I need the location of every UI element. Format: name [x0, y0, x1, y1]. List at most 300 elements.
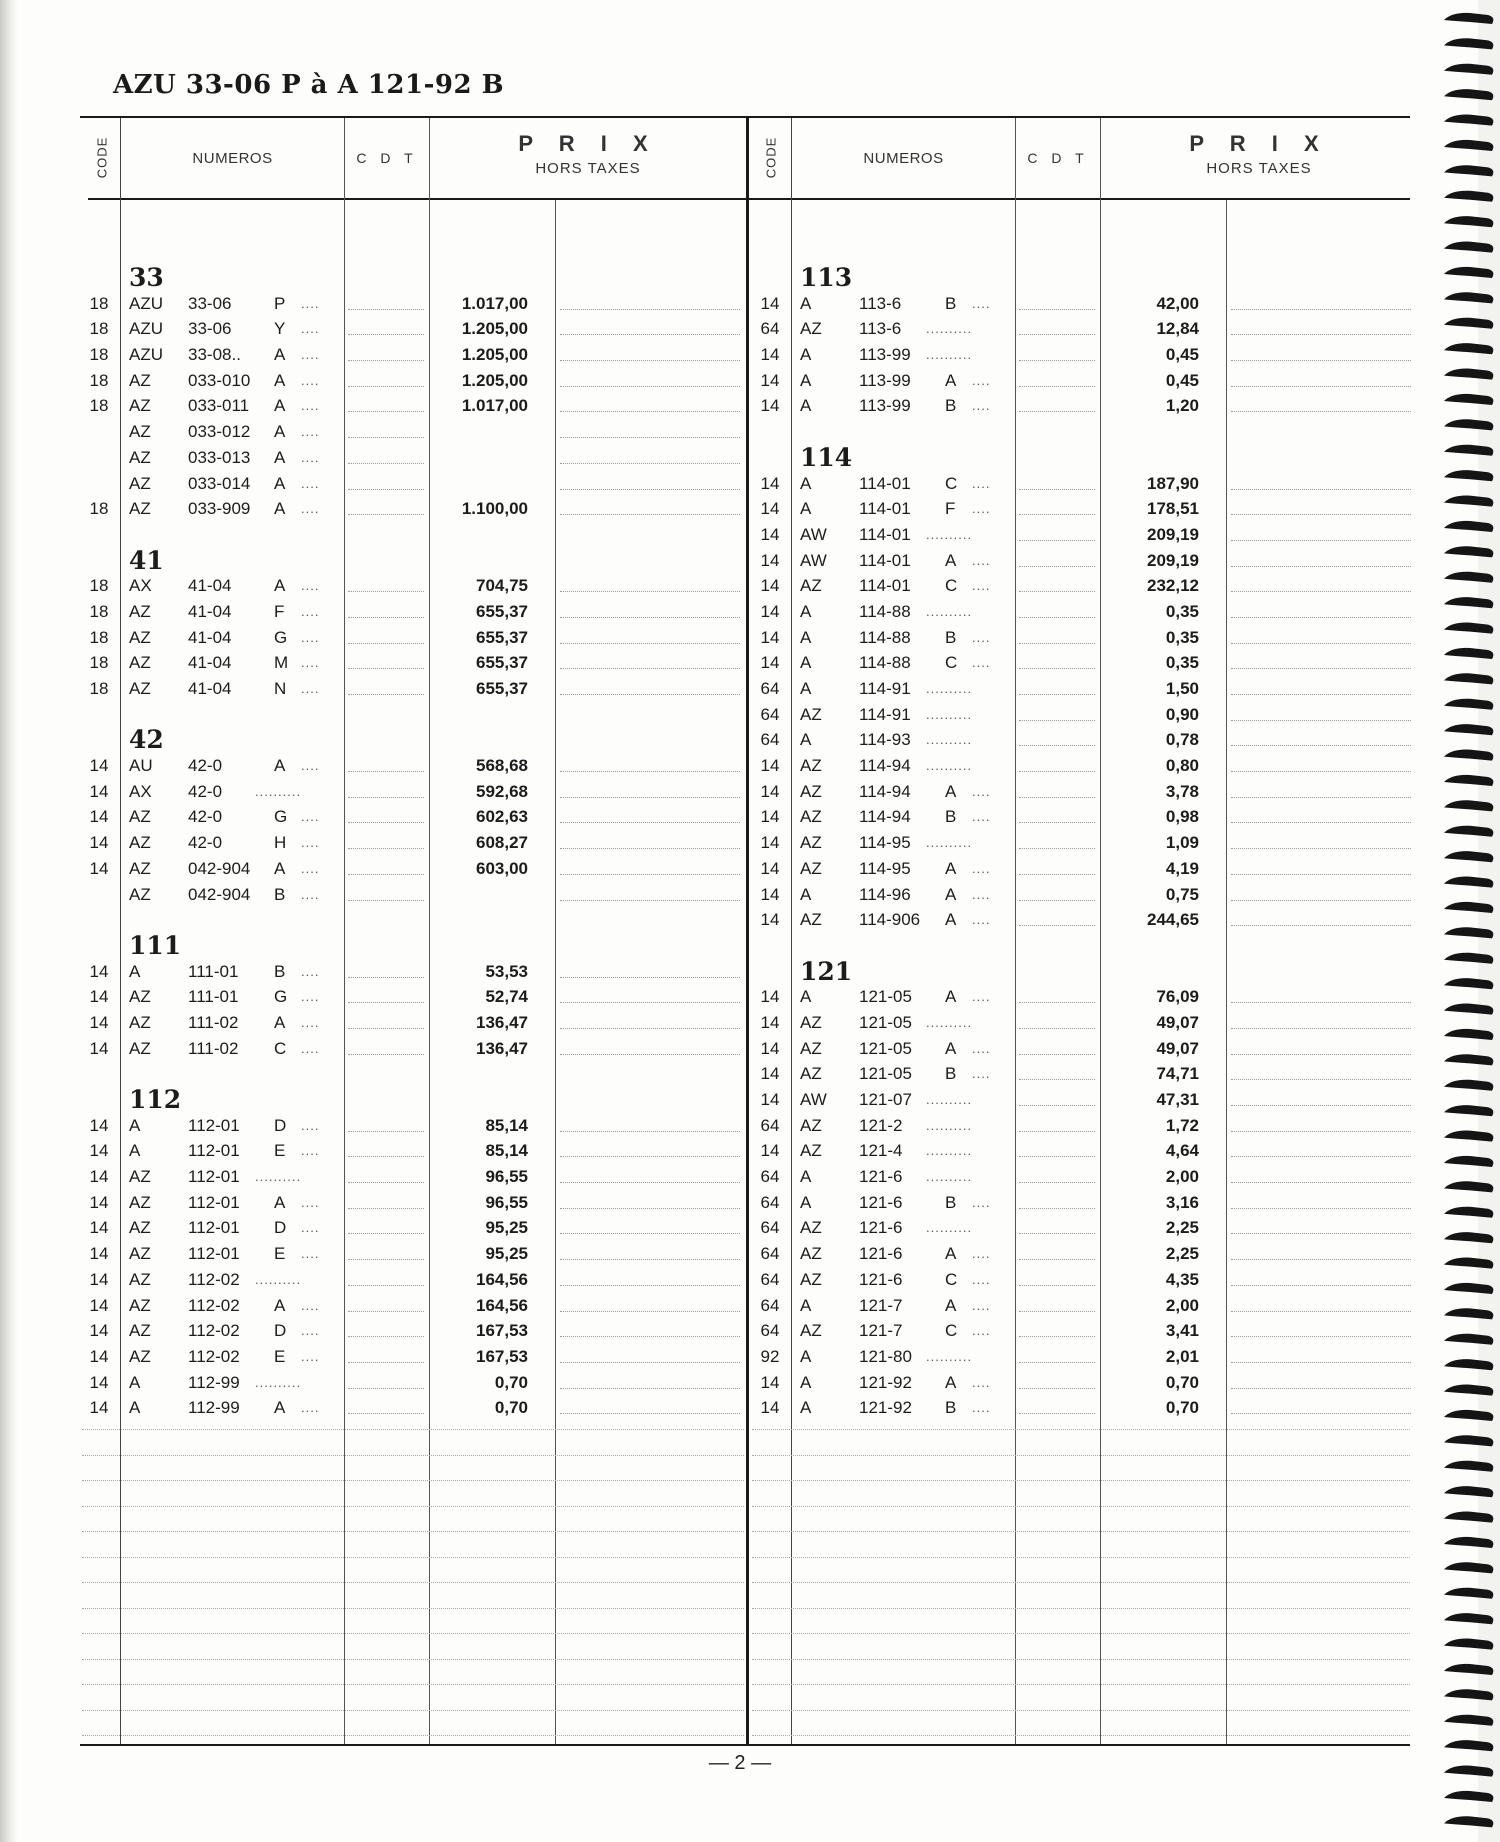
cdt-dotted-field [348, 650, 424, 669]
row-suffix: M [274, 653, 289, 673]
row-prefix: A [800, 884, 812, 904]
row-code: 14 [89, 1012, 109, 1032]
table-row [0, 316, 746, 342]
row-price: 568,68 [476, 756, 528, 776]
row-prefix: A [800, 499, 812, 519]
row-leader: .... [972, 552, 991, 568]
price-dotted-field [1231, 676, 1411, 695]
row-price: 1.205,00 [461, 319, 528, 339]
row-number: 111-02 [188, 1012, 239, 1032]
row-prefix: A [800, 1167, 812, 1187]
row-suffix: A [945, 781, 957, 801]
table-row [671, 316, 1417, 342]
row-suffix: G [274, 627, 288, 647]
row-price: 0,78 [1165, 730, 1199, 750]
cdt-dotted-field [348, 1215, 424, 1234]
row-code: 14 [760, 884, 780, 904]
table-row [0, 573, 746, 599]
price-dotted-field [1231, 1241, 1411, 1260]
price-dotted-field [1231, 1010, 1411, 1029]
row-suffix: B [945, 627, 957, 647]
row-number: 42-0 [188, 781, 223, 801]
row-leader: .... [972, 1374, 991, 1390]
row-prefix: A [800, 987, 812, 1007]
row-price: 0,75 [1165, 884, 1199, 904]
table-row [671, 393, 1417, 419]
row-suffix: P [274, 293, 286, 313]
cdt-dotted-field [1019, 368, 1095, 387]
row-number: 121-7 [859, 1321, 903, 1341]
table-row [671, 1113, 1417, 1139]
table-top-rule [80, 116, 1410, 118]
group-heading [0, 727, 746, 753]
row-suffix: A [274, 1192, 286, 1212]
table-row [671, 856, 1417, 882]
cdt-dotted-field [348, 1395, 424, 1414]
row-number: 112-02 [188, 1295, 240, 1315]
blank-line [82, 1658, 744, 1660]
row-code: 14 [760, 345, 780, 365]
table-row [671, 471, 1417, 497]
row-leader: .......... [926, 835, 973, 851]
row-leader: .......... [255, 1271, 302, 1287]
row-price: 0,35 [1165, 627, 1199, 647]
cdt-dotted-field [1019, 291, 1095, 310]
row-suffix: D [274, 1115, 287, 1135]
row-prefix: AZ [800, 1115, 822, 1135]
row-code: 18 [89, 601, 109, 621]
cdt-dotted-field [1019, 753, 1095, 772]
group-heading [671, 442, 1417, 472]
row-suffix: A [945, 1372, 957, 1392]
row-leader: .... [301, 835, 320, 851]
row-suffix: B [274, 884, 286, 904]
row-leader: .... [972, 295, 991, 311]
row-leader: .... [301, 758, 320, 774]
row-number: 121-2 [859, 1115, 903, 1135]
row-prefix: AZ [800, 319, 822, 339]
cdt-dotted-field [1019, 702, 1095, 721]
row-code: 14 [89, 1295, 109, 1315]
row-prefix: AZ [800, 1218, 822, 1238]
row-price: 704,75 [476, 576, 528, 596]
group-heading [671, 956, 1417, 986]
price-dotted-field [1231, 830, 1411, 849]
row-suffix: A [274, 756, 286, 776]
blank-line [82, 1607, 744, 1609]
row-suffix: B [945, 293, 957, 313]
blank-line [752, 1658, 1410, 1660]
group-number: 111 [129, 930, 182, 960]
row-leader: .... [301, 989, 320, 1005]
table-row [671, 1344, 1417, 1370]
price-dotted-field [1231, 522, 1411, 541]
cdt-dotted-field [1019, 316, 1095, 335]
row-price: 136,47 [476, 1038, 528, 1058]
group-number: 41 [129, 545, 164, 575]
row-code: 14 [760, 653, 780, 673]
row-leader: .... [301, 501, 320, 517]
row-prefix: AZU [129, 293, 163, 313]
blank-line [752, 1556, 1410, 1558]
row-leader: .... [972, 912, 991, 928]
row-leader: .... [972, 475, 991, 491]
row-number: 112-01 [188, 1141, 240, 1161]
row-leader: .... [301, 578, 320, 594]
row-leader: .... [301, 1323, 320, 1339]
row-prefix: AZ [129, 1295, 151, 1315]
cdt-dotted-field [1019, 1061, 1095, 1080]
cdt-dotted-field [1019, 393, 1095, 412]
row-prefix: AZ [129, 601, 151, 621]
row-prefix: A [800, 1398, 812, 1418]
cdt-dotted-field [1019, 625, 1095, 644]
row-leader: .......... [926, 1092, 973, 1107]
cdt-dotted-field [348, 625, 424, 644]
table-row [0, 1164, 746, 1190]
row-prefix: A [800, 1346, 812, 1366]
header-code-right: CODE [763, 136, 779, 179]
row-code: 14 [760, 910, 780, 930]
table-row [0, 1370, 746, 1396]
row-prefix: AZ [800, 858, 822, 878]
row-suffix: C [945, 576, 958, 596]
row-code: 64 [760, 1192, 780, 1212]
row-leader: .... [301, 963, 320, 979]
row-price: 0,70 [494, 1372, 528, 1392]
table-row [0, 1113, 746, 1139]
row-suffix: F [274, 601, 285, 621]
table-row [0, 650, 746, 676]
row-suffix: N [274, 679, 287, 698]
spacer-row [671, 419, 1417, 445]
row-prefix: AZ [129, 884, 151, 904]
row-price: 0,98 [1165, 807, 1199, 827]
row-number: 121-05 [859, 1038, 912, 1058]
price-dotted-field [1231, 1061, 1411, 1080]
table-row [671, 496, 1417, 522]
row-price: 42,00 [1156, 293, 1199, 313]
cdt-dotted-field [1019, 1241, 1095, 1260]
row-prefix: A [800, 1295, 812, 1315]
cdt-dotted-field [348, 1138, 424, 1157]
row-leader: .... [972, 1323, 991, 1339]
row-leader: .... [301, 860, 320, 876]
cdt-dotted-field [348, 368, 424, 387]
row-leader: .......... [255, 1374, 302, 1390]
cdt-dotted-field [1019, 1036, 1095, 1055]
row-leader: .... [301, 1040, 320, 1056]
row-price: 2,00 [1165, 1295, 1199, 1315]
blank-line [752, 1581, 1410, 1583]
row-price: 0,70 [1165, 1372, 1199, 1392]
table-row [0, 882, 746, 908]
row-code: 18 [89, 370, 109, 390]
row-number: 42-0 [188, 807, 223, 827]
row-suffix: C [274, 1038, 287, 1058]
row-prefix: AW [800, 550, 827, 570]
price-dotted-field [1231, 1318, 1411, 1337]
row-code: 14 [760, 1090, 780, 1109]
blank-line [752, 1428, 1410, 1430]
price-dotted-field [1231, 1036, 1411, 1055]
row-number: 114-94 [859, 781, 911, 801]
row-prefix: AZ [129, 807, 151, 827]
cdt-dotted-field [1019, 727, 1095, 746]
blank-line [752, 1607, 1410, 1609]
row-suffix: C [945, 473, 958, 493]
row-code: 64 [760, 1218, 780, 1238]
table-row [0, 1190, 746, 1216]
blank-line [82, 1581, 744, 1583]
price-dotted-field [1231, 1267, 1411, 1286]
row-price: 0,80 [1165, 756, 1199, 776]
row-price: 85,14 [485, 1141, 528, 1161]
header-cdt-right: C D T [1027, 150, 1089, 166]
price-dotted-field [1231, 1293, 1411, 1312]
row-prefix: AZ [129, 679, 151, 698]
cdt-dotted-field [348, 496, 424, 515]
group-number: 114 [800, 442, 853, 472]
row-leader: .... [301, 295, 320, 311]
price-dotted-field [1231, 342, 1411, 361]
row-suffix: A [945, 1244, 957, 1264]
table-row [0, 1138, 746, 1164]
row-leader: .......... [926, 1348, 973, 1364]
row-price: 0,45 [1165, 370, 1199, 390]
row-code: 14 [760, 1398, 780, 1418]
row-prefix: AZ [129, 833, 151, 853]
row-number: 114-01 [859, 524, 911, 544]
table-row [671, 702, 1417, 728]
price-dotted-field [1231, 856, 1411, 875]
cdt-dotted-field [1019, 1190, 1095, 1209]
row-price: 164,56 [476, 1269, 528, 1289]
row-price: 244,65 [1147, 910, 1199, 930]
row-suffix: F [945, 499, 956, 519]
blank-line [752, 1734, 1410, 1736]
row-number: 114-01 [859, 499, 911, 519]
row-prefix: A [800, 730, 812, 750]
blank-line [752, 1454, 1410, 1456]
row-leader: .... [301, 321, 320, 337]
row-number: 33-06 [188, 319, 232, 339]
row-leader: .... [972, 501, 991, 517]
blank-line [752, 1683, 1410, 1685]
row-number: 112-02 [188, 1269, 240, 1289]
row-code: 14 [89, 756, 109, 776]
spacer-row [0, 522, 746, 548]
blank-line [752, 1530, 1410, 1532]
table-row [0, 496, 746, 522]
cdt-dotted-field [348, 573, 424, 592]
row-code: 64 [760, 704, 780, 724]
row-prefix: AZ [800, 756, 822, 776]
cdt-dotted-field [1019, 1164, 1095, 1183]
group-number: 112 [129, 1085, 182, 1114]
cdt-dotted-field [1019, 471, 1095, 490]
cdt-dotted-field [1019, 830, 1095, 849]
row-suffix: A [274, 447, 286, 467]
row-number: 113-99 [859, 370, 911, 390]
row-suffix: A [274, 1012, 286, 1032]
row-leader: .......... [926, 1143, 973, 1159]
cdt-dotted-field [1019, 1370, 1095, 1389]
price-dotted-field [1231, 804, 1411, 823]
cdt-dotted-field [1019, 856, 1095, 875]
row-suffix: A [274, 1398, 286, 1418]
blank-line [82, 1479, 744, 1481]
header-bottom-rule [88, 198, 1410, 200]
row-code: 14 [760, 396, 780, 416]
blank-line [82, 1454, 744, 1456]
row-price: 1.017,00 [461, 396, 528, 416]
table-row [671, 1010, 1417, 1036]
row-price: 1,50 [1165, 679, 1199, 698]
table-row [671, 650, 1417, 676]
blank-line [82, 1683, 744, 1685]
row-suffix: B [945, 1398, 957, 1418]
row-price: 232,12 [1147, 576, 1199, 596]
table-row [0, 1010, 746, 1036]
row-suffix: D [274, 1218, 287, 1238]
row-leader: .... [301, 1143, 320, 1159]
row-number: 121-07 [859, 1090, 912, 1109]
row-leader: .......... [255, 1169, 302, 1185]
table-row [0, 753, 746, 779]
cdt-dotted-field [1019, 1293, 1095, 1312]
row-code: 18 [89, 319, 109, 339]
row-number: 121-6 [859, 1244, 903, 1264]
row-leader: .... [301, 1400, 320, 1416]
group-number: 33 [129, 263, 164, 292]
group-number: 121 [800, 956, 853, 986]
row-suffix: A [945, 370, 957, 390]
cdt-dotted-field [1019, 650, 1095, 669]
row-price: 209,19 [1147, 524, 1199, 544]
row-prefix: AZ [129, 1269, 151, 1289]
row-number: 112-99 [188, 1398, 240, 1418]
row-code: 14 [760, 1064, 780, 1084]
row-suffix: A [945, 1038, 957, 1058]
table-row [0, 419, 746, 445]
row-code: 14 [89, 1192, 109, 1212]
row-code: 14 [760, 1141, 780, 1161]
table-row [671, 1241, 1417, 1267]
row-code: 14 [760, 499, 780, 519]
row-prefix: AZ [800, 1269, 822, 1289]
row-prefix: AZ [800, 781, 822, 801]
table-row [671, 753, 1417, 779]
row-code: 14 [760, 807, 780, 827]
row-price: 655,37 [476, 627, 528, 647]
row-leader: .......... [926, 706, 973, 722]
table-row [0, 1241, 746, 1267]
table-row [671, 804, 1417, 830]
group-heading [0, 1087, 746, 1113]
row-prefix: AZ [129, 447, 151, 467]
row-number: 114-88 [859, 601, 911, 621]
row-code: 14 [89, 987, 109, 1007]
table-row [671, 1318, 1417, 1344]
table-row [0, 959, 746, 985]
row-code: 14 [760, 524, 780, 544]
cdt-dotted-field [348, 393, 424, 412]
row-leader: .... [301, 1117, 320, 1133]
row-code: 14 [760, 627, 780, 647]
table-row [0, 1395, 746, 1421]
row-leader: .... [972, 1246, 991, 1262]
row-number: 114-94 [859, 756, 911, 776]
price-dotted-field [1231, 1395, 1411, 1414]
row-price: 167,53 [476, 1346, 528, 1366]
cdt-dotted-field [1019, 907, 1095, 926]
group-heading [671, 265, 1417, 291]
row-code: 14 [89, 1372, 109, 1392]
header-code-left: CODE [94, 136, 110, 179]
cdt-dotted-field [348, 1293, 424, 1312]
row-leader: .......... [926, 321, 973, 337]
table-row [0, 342, 746, 368]
row-code: 14 [760, 1038, 780, 1058]
row-leader: .... [301, 372, 320, 388]
row-suffix: A [945, 910, 957, 930]
row-leader: .... [301, 1014, 320, 1030]
row-suffix: G [274, 987, 288, 1007]
price-dotted-field [1231, 1344, 1411, 1363]
row-suffix: E [274, 1244, 286, 1264]
row-price: 592,68 [476, 781, 528, 801]
row-leader: .... [301, 1246, 320, 1262]
row-price: 1.205,00 [461, 345, 528, 365]
cdt-dotted-field [1019, 779, 1095, 798]
row-prefix: AZ [800, 576, 822, 596]
row-code: 14 [89, 1321, 109, 1341]
row-prefix: AZU [129, 345, 163, 365]
group-number: 113 [800, 263, 853, 292]
row-suffix: B [274, 961, 286, 981]
table-row [671, 342, 1417, 368]
page-title: AZU 33-06 P à A 121-92 B [113, 70, 505, 100]
row-number: 114-94 [859, 807, 911, 827]
row-code: 64 [760, 1167, 780, 1187]
row-number: 41-04 [188, 601, 232, 621]
row-number: 114-88 [859, 627, 911, 647]
table-row [671, 522, 1417, 548]
row-number: 033-012 [188, 422, 251, 442]
row-suffix: E [274, 1346, 286, 1366]
row-leader: .......... [926, 732, 973, 748]
spacer-row [0, 907, 746, 933]
table-row [671, 1164, 1417, 1190]
row-price: 52,74 [485, 987, 528, 1007]
table-row [0, 368, 746, 394]
row-number: 112-01 [188, 1167, 240, 1187]
table-row [0, 599, 746, 625]
spiral-binding [1440, 0, 1500, 1842]
row-price: 602,63 [476, 807, 528, 827]
table-row [671, 1061, 1417, 1087]
row-number: 113-99 [859, 396, 911, 416]
row-code: 18 [89, 679, 109, 698]
row-suffix: C [945, 1269, 958, 1289]
row-suffix: C [945, 653, 958, 673]
row-prefix: AZ [800, 807, 822, 827]
row-suffix: A [274, 1295, 286, 1315]
row-price: 3,78 [1165, 781, 1199, 801]
cdt-dotted-field [1019, 599, 1095, 618]
row-prefix: A [129, 1141, 141, 1161]
